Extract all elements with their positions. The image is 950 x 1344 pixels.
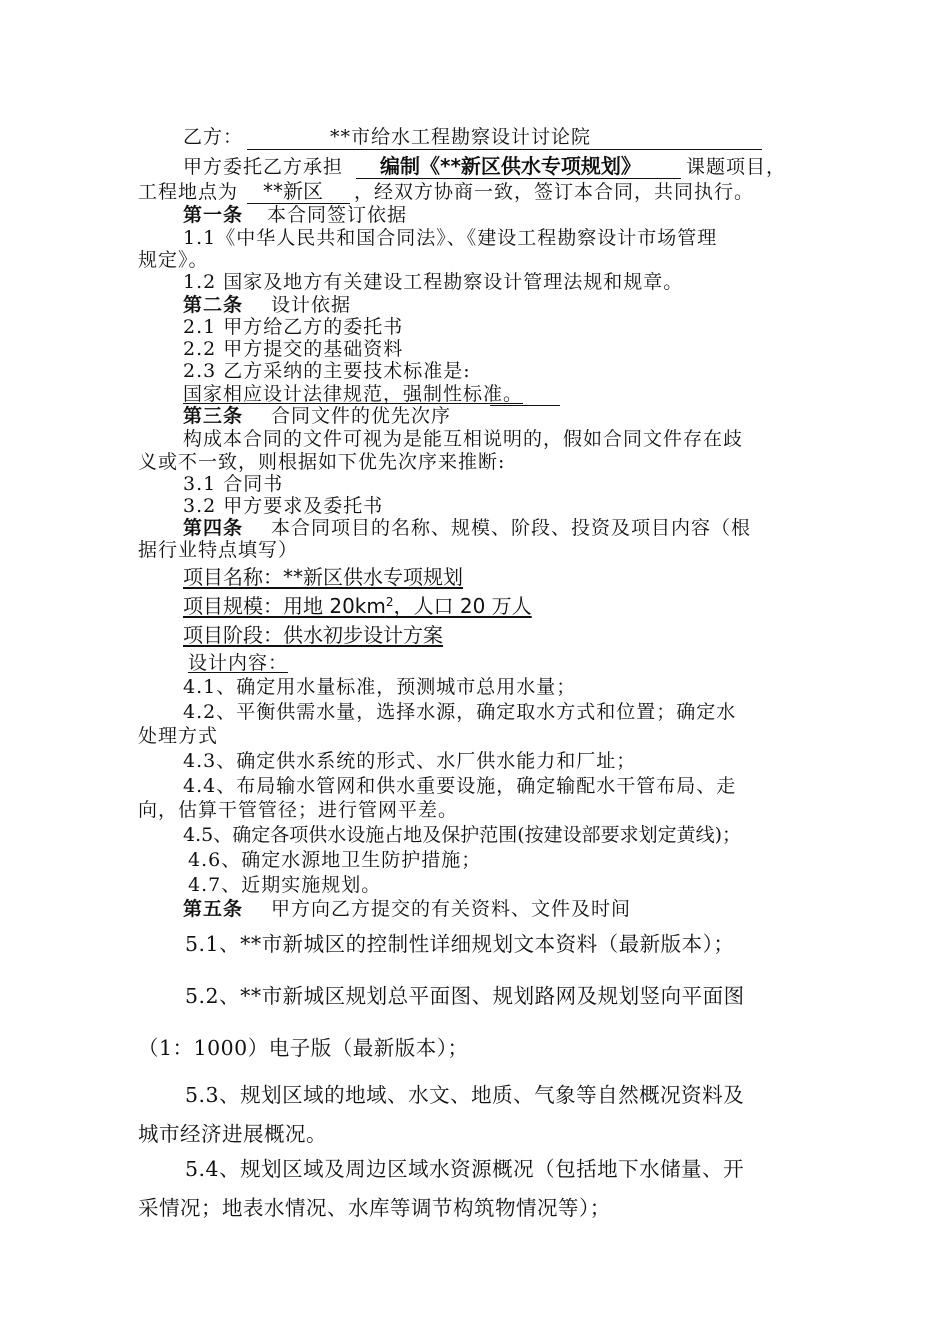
- article4-item-2: 处理方式: [138, 725, 219, 747]
- project-title-underline: [356, 178, 681, 179]
- article5-title: 甲方向乙方提交的有关资料、文件及时间: [271, 898, 632, 920]
- article5-item-6: 采情况；地表水情况、水库等调节构筑物情况等）；: [138, 1196, 611, 1220]
- design-content-label: 设计内容：: [188, 652, 289, 674]
- project-scale-suffix: ，人口 20 万人: [393, 594, 532, 618]
- party-b-name: **市给水工程勘察设计讨论院: [330, 126, 592, 148]
- article4-item-0: 4.1、确定用水量标准，预测城市总用水量；: [183, 676, 577, 698]
- article4-item-4: 4.4、布局输水管网和供水重要设施，确定输配水干管布局、走: [183, 775, 737, 797]
- article4-item-8: 4.7、近期实施规划。: [188, 874, 382, 896]
- article2-title: 设计依据: [271, 294, 352, 316]
- article4-item-1: 4.2、平衡供需水量，选择水源，确定取水方式和位置；确定水: [183, 701, 737, 723]
- article3-heading: 第三条: [183, 405, 244, 427]
- article1-item1-line1: 1.1《中华人民共和国合同法》、《建设工程勘察设计市场管理: [183, 227, 718, 249]
- article5-item-3: 5.3、规划区域的地域、水文、地质、气象等自然概况资料及: [185, 1083, 745, 1107]
- article4-heading: 第四条: [183, 517, 244, 539]
- article4-title-line2: 据行业特点填写）: [138, 539, 299, 561]
- project-stage: 项目阶段：供水初步设计方案: [183, 623, 443, 647]
- article4-item-6: 4.5、确定各项供水设施占地及保护范围(按建设部要求划定黄线)；: [183, 824, 742, 846]
- article5-item-2: （1：1000）电子版（最新版本）；: [138, 1036, 469, 1060]
- article5-item-4: 城市经济进展概况。: [138, 1122, 327, 1146]
- article4-title-line1: 本合同项目的名称、规模、阶段、投资及项目内容（根: [271, 517, 752, 539]
- project-scale-prefix: 项目规模：用地 20km: [183, 594, 386, 618]
- article2-item3: 2.3 乙方采纳的主要技术标准是:: [183, 360, 471, 382]
- article2-heading: 第二条: [183, 294, 244, 316]
- article5-heading: 第五条: [183, 898, 244, 920]
- article2-item2: 2.2 甲方提交的基础资料: [183, 338, 404, 360]
- project-title: 编制《**新区供水专项规划》: [380, 154, 641, 178]
- article1-heading: 第一条: [183, 204, 244, 226]
- intro-line1-prefix: 甲方委托乙方承担: [183, 156, 344, 178]
- article3-text-line1: 构成本合同的文件可视为是能互相说明的，假如合同文件存在歧: [183, 428, 744, 450]
- article3-text-line2: 义或不一致，则根据如下优先次序来推断:: [138, 451, 506, 473]
- article5-item-1: 5.2、**市新城区规划总平面图、规划路网及规划竖向平面图: [185, 984, 745, 1008]
- article4-item-7: 4.6、确定水源地卫生防护措施；: [188, 849, 482, 871]
- article4-item-3: 4.3、确定供水系统的形式、水厂供水能力和厂址；: [183, 750, 637, 772]
- project-name: 项目名称：**新区供水专项规划: [183, 565, 463, 589]
- article1-item1-line2: 规定》。: [138, 249, 209, 271]
- article2-standard: 国家相应设计法律规范，强制性标准。: [183, 383, 524, 405]
- party-b-underline: [247, 149, 762, 150]
- project-scale: [183, 595, 532, 617]
- article4-item-5: 向，估算干管管径；进行管网平差。: [138, 799, 459, 821]
- article1-item2: 1.2 国家及地方有关建设工程勘察设计管理法规和规章。: [183, 271, 684, 293]
- article1-title: 本合同签订依据: [267, 204, 408, 226]
- intro-line2-suffix: ，经双方协商一致，签订本合同，共同执行。: [354, 181, 755, 203]
- article3-item1: 3.1 合同书: [183, 473, 284, 495]
- article2-item1: 2.1 甲方给乙方的委托书: [183, 316, 404, 338]
- project-scale-sup: 2: [385, 595, 394, 609]
- project-location: **新区: [263, 179, 323, 203]
- intro-line2-prefix: 工程地点为: [138, 181, 239, 203]
- article3-item2: 3.2 甲方要求及委托书: [183, 495, 384, 517]
- article5-item-5: 5.4、规划区域及周边区域水资源概况（包括地下水储量、开: [185, 1157, 745, 1181]
- party-b-label: 乙方：: [183, 126, 244, 148]
- article5-item-0: 5.1、**市新城区的控制性详细规划文本资料（最新版本）；: [185, 932, 735, 956]
- intro-line1-suffix: 课题项目，: [686, 156, 787, 178]
- standard-underline-ext: [490, 405, 560, 406]
- article3-title: 合同文件的优先次序: [271, 405, 452, 427]
